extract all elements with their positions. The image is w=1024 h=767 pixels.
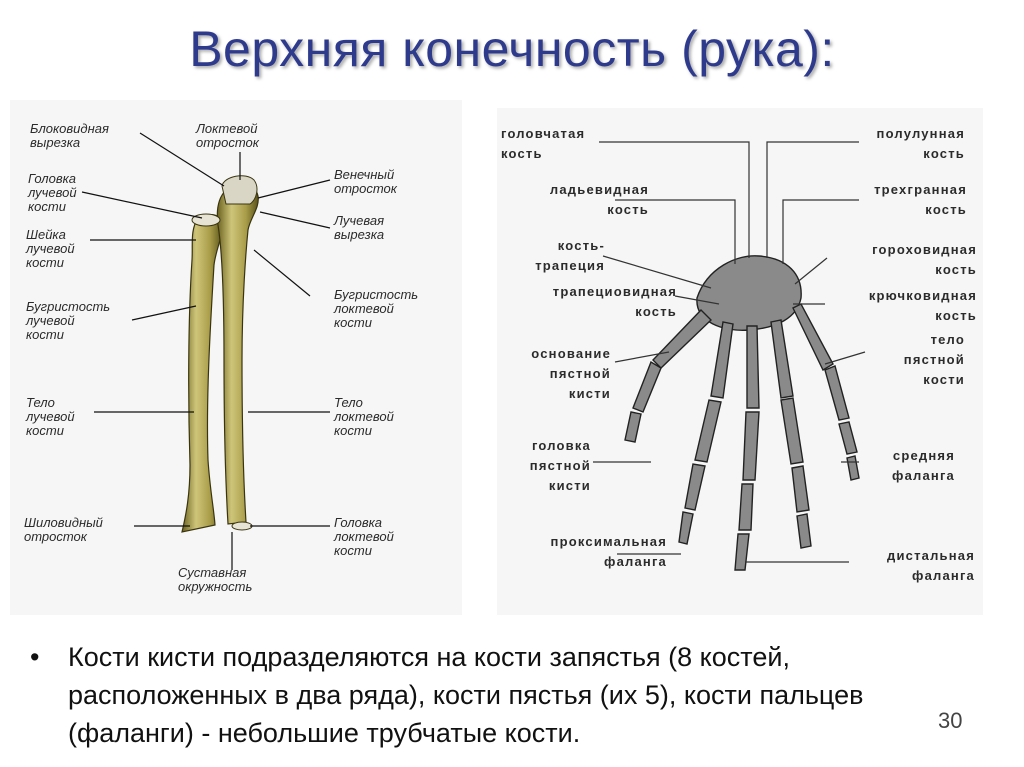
label-ulna-head: Головка локтевой кости: [334, 515, 394, 558]
label-metacarpal-body: тело пястной кости: [903, 332, 965, 387]
label-hamate: крючковидная кость: [868, 288, 977, 323]
label-styloid-process: Шиловидный отросток: [24, 515, 103, 544]
label-lunate: полулунная кость: [876, 126, 965, 161]
label-middle-phalanx: средняя фаланга: [892, 448, 955, 483]
label-metacarpal-head: головка пястной кисти: [529, 438, 591, 493]
label-metacarpal-base: основание пястной кисти: [531, 346, 611, 401]
label-proximal-phalanx: проксимальная фаланга: [550, 534, 667, 569]
label-ulna-tuberosity: Бугристость локтевой кости: [334, 287, 419, 330]
label-radius-tuberosity: Бугристость лучевой кости: [26, 299, 111, 342]
label-articular-circumference: Суставная окружность: [178, 565, 253, 594]
label-ulna-body: Тело локтевой кости: [334, 395, 394, 438]
label-pisiform: гороховидная кость: [872, 242, 977, 277]
label-radius-neck: Шейка лучевой кости: [26, 227, 75, 270]
label-radius-body: Тело лучевой кости: [26, 395, 75, 438]
forearm-figure: [10, 100, 462, 615]
label-trapezoid: трапециовидная кость: [552, 284, 677, 319]
slide-title: Верхняя конечность (рука):: [189, 21, 835, 77]
bullet-text: Кости кисти подразделяются на кости запястья (8 костей, расположенных в два ряда), кости пястья (их 5), кости пальцев (фаланги) - небольшие трубчатые кости.: [68, 642, 864, 748]
bullet-marker: •: [30, 642, 40, 672]
slide-number: 30: [938, 708, 963, 733]
label-radial-notch: Лучевая вырезка: [334, 213, 385, 242]
label-distal-phalanx: дистальная фаланга: [887, 548, 975, 583]
label-radius-head: Головка лучевой кости: [28, 171, 77, 214]
label-olecranon: Локтевой отросток: [196, 121, 259, 150]
label-trapezium: кость- трапеция: [535, 238, 605, 273]
label-triquetrum: трехгранная кость: [874, 182, 967, 217]
hand-figure: [497, 108, 983, 615]
label-capitate: головчатая кость: [501, 126, 586, 161]
label-scaphoid: ладьевидная кость: [549, 182, 649, 217]
label-trochlear-notch: Блоковидная вырезка: [30, 121, 109, 150]
label-coronoid-process: Венечный отросток: [334, 167, 397, 196]
